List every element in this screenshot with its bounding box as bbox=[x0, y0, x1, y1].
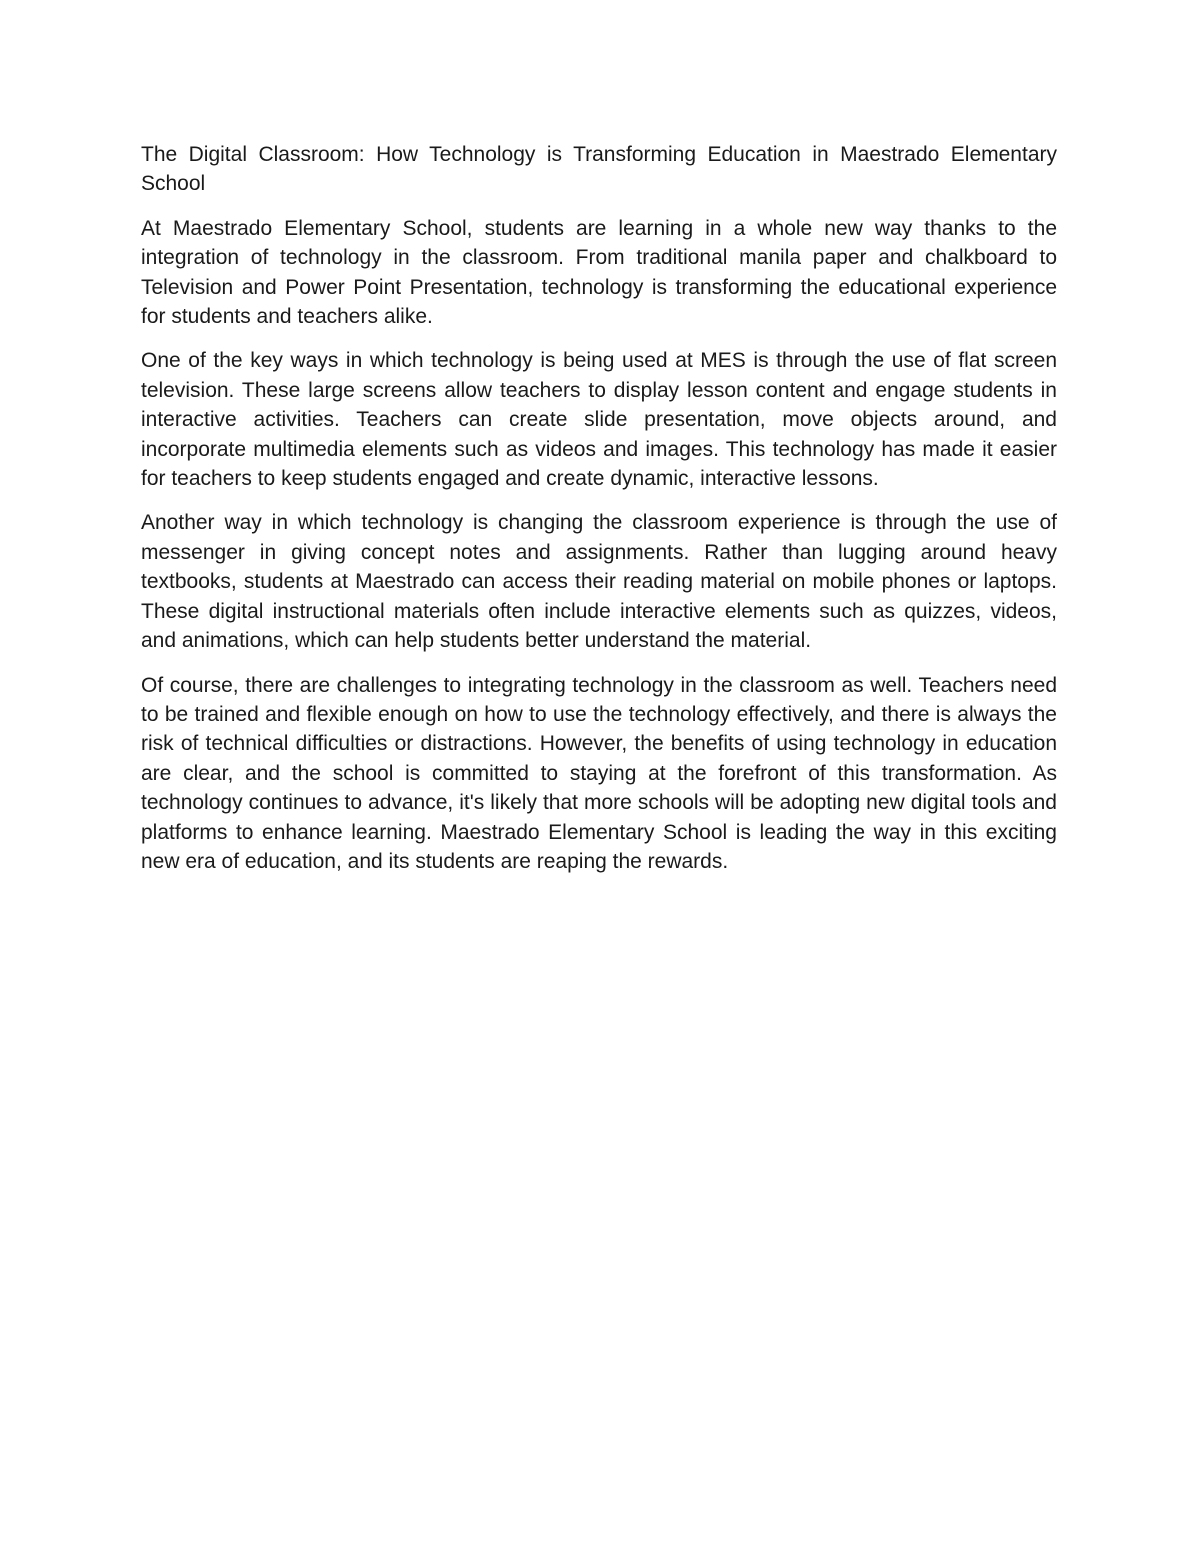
document-title: The Digital Classroom: How Technology is Transforming Education in Maestrado Elementary School bbox=[141, 143, 1057, 196]
paragraph-challenges: Of course, there are challenges to integrating technology in the classroom as well. Teachers need to be trained and flexible enough on how to use the technology effectively, and there is always the risk of technical difficulties or distractions. However, the benefits of using technology in education are clear, and the school is committed to staying at the forefront of this transformation. As technology continues to advance, it's likely that more schools will be adopting new digital tools and platforms to enhance learning. Maestrado Elementary School is leading the way in this exciting new era of education, and its students are reaping the rewards. bbox=[141, 673, 1057, 873]
paragraph-messenger: Another way in which technology is changing the classroom experience is through the use of messenger in giving concept notes and assignments. Rather than lugging around heavy textbooks, students at Maestrado can access their reading material on mobile phones or laptops. These digital instructional materials often include interactive elements such as quizzes, videos, and animations, which can help students better understand the material. bbox=[141, 511, 1057, 653]
document-page bbox=[141, 140, 1057, 891]
paragraph-intro: At Maestrado Elementary School, students are learning in a whole new way thanks to the integration of technology in the classroom. From traditional manila paper and chalkboard to Television and Power Point Presentation, technology is transforming the educational experience for students and teachers alike. bbox=[141, 216, 1057, 329]
paragraph-flat-screen-tv: One of the key ways in which technology is being used at MES is through the use of flat screen television. These large screens allow teachers to display lesson content and engage students in interactive activities. Teachers can create slide presentation, move objects around, and incorporate multimedia elements such as videos and images. This technology has made it easier for teachers to keep students engaged and create dynamic, interactive lessons. bbox=[141, 349, 1057, 491]
